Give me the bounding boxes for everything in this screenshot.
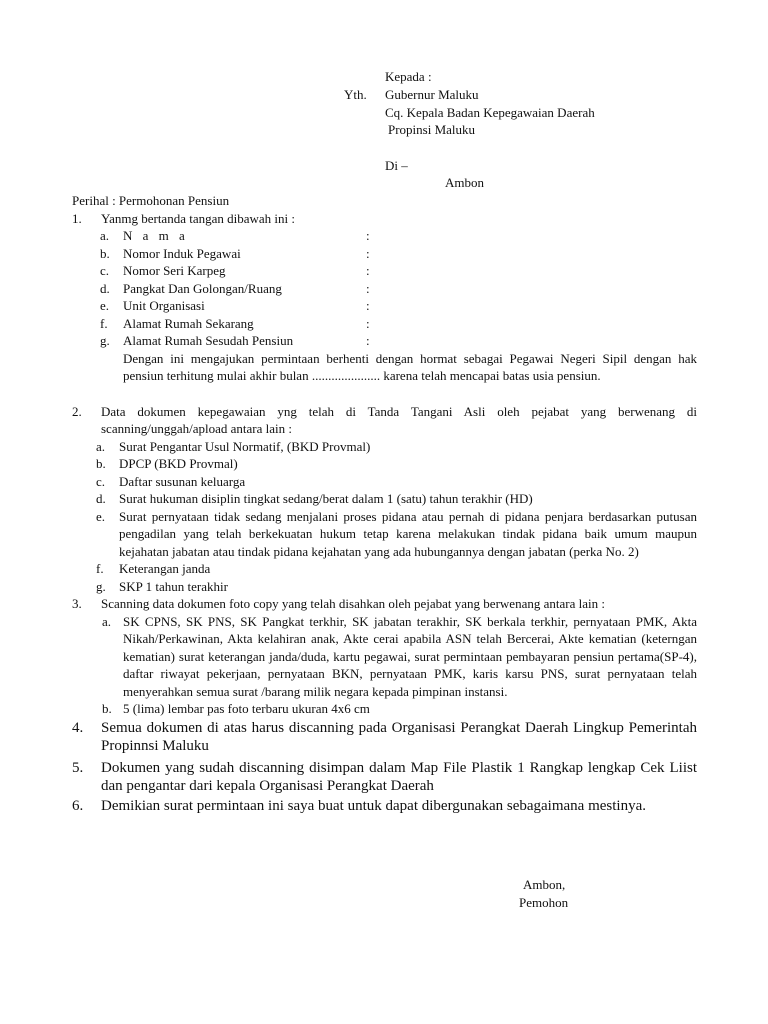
section-1-intro: Yanmg bertanda tangan dibawah ini : bbox=[101, 210, 295, 226]
field-row bbox=[72, 280, 697, 298]
field-letter: g. bbox=[100, 333, 110, 348]
item-text: Surat pernyataan tidak sedang menjalani proses pidana atau pernah di pidana penjara berdasarkan putusan pengadilan yang telah berkekuatan hukum tetap karena melakukan tindak pidana baik umum maupun kejahatan jabatan atau tindak pidana kejahatan yang ada hubungannya dengan jabatan (perka No. 2) bbox=[119, 508, 697, 559]
field-colon: : bbox=[366, 280, 370, 296]
closing-role: Pemohon bbox=[519, 895, 569, 910]
section-1-statement: Dengan ini mengajukan permintaan berhenti dengan hormat sebagai Pegawai Negeri Sipil dengan hak pensiun terhitung mulai akhir bulan ..................... karena telah mencapai batas usia pensiun. bbox=[123, 350, 697, 383]
section-1-heading bbox=[72, 210, 697, 228]
field-label: Nomor Induk Pegawai bbox=[123, 245, 241, 261]
list-item bbox=[72, 473, 697, 491]
section-3-items bbox=[72, 613, 697, 718]
list-item bbox=[72, 613, 697, 701]
item-letter: d. bbox=[96, 491, 106, 506]
recipient-di: Di – bbox=[385, 158, 408, 173]
recipient-city: Ambon bbox=[445, 175, 484, 190]
field-row bbox=[72, 227, 697, 245]
field-label: Alamat Rumah Sekarang bbox=[123, 315, 254, 331]
list-item bbox=[72, 438, 697, 456]
final-sections bbox=[72, 719, 697, 815]
section-3-number: 3. bbox=[72, 596, 82, 611]
recipient-yth: Yth. bbox=[344, 87, 367, 102]
section-5-number: 5. bbox=[72, 759, 84, 776]
field-colon: : bbox=[366, 298, 370, 313]
item-text: Daftar susunan keluarga bbox=[119, 473, 246, 489]
item-text: SKP 1 tahun terakhir bbox=[119, 578, 228, 594]
item-text: Surat Pengantar Usul Normatif, (BKD Provmal) bbox=[119, 438, 371, 454]
section-4-number: 4. bbox=[72, 719, 84, 736]
item-letter: g. bbox=[96, 578, 106, 594]
item-text: DPCP (BKD Provmal) bbox=[119, 456, 238, 471]
closing-place: Ambon, bbox=[523, 877, 566, 892]
item-letter: b. bbox=[102, 701, 112, 716]
section-2-heading bbox=[72, 403, 697, 438]
section-4 bbox=[72, 719, 697, 755]
field-row bbox=[72, 297, 697, 315]
field-row bbox=[72, 332, 697, 350]
section-1-number: 1. bbox=[72, 210, 82, 226]
field-row bbox=[72, 315, 697, 333]
section-1-fields bbox=[72, 227, 697, 350]
recipient-kepada: Kepada : bbox=[385, 69, 432, 84]
item-letter: a. bbox=[96, 438, 106, 454]
item-text: 5 (lima) lembar pas foto terbaru ukuran 4x6 cm bbox=[123, 701, 370, 716]
list-item bbox=[72, 700, 697, 718]
section-6-number: 6. bbox=[72, 797, 84, 814]
field-colon: : bbox=[366, 333, 370, 348]
field-label: Nomor Seri Karpeg bbox=[123, 263, 226, 278]
section-5-text: Dokumen yang sudah discanning disimpan dalam Map File Plastik 1 Rangkap lengkap Cek Liist dan pengantar dari kepala Organisasi Perangkat Daerah bbox=[101, 759, 697, 794]
list-item bbox=[72, 455, 697, 473]
recipient-line-3: Propinsi Maluku bbox=[388, 122, 476, 137]
section-4-text: Semua dokumen di atas harus discanning pada Organisasi Perangkat Daerah Lingkup Pemerintah Propinnsi Maluku bbox=[101, 719, 697, 754]
section-2-items bbox=[72, 438, 697, 596]
list-item bbox=[72, 578, 697, 596]
item-letter: f. bbox=[96, 561, 104, 576]
list-item bbox=[72, 560, 697, 578]
recipient-line-1: Gubernur Maluku bbox=[385, 87, 479, 102]
item-text: SK CPNS, SK PNS, SK Pangkat terkhir, SK jabatan terakhir, SK berkala terkhir, pernyataan PMK, Akta Nikah/Perkawinan, Akta kelahiran anak, Akte cerai apabila ASN telah Bercerai, Akte kematian (keterngan kematian) surat keterangan janda/duda, kartu pegawai, surat permintaan pembayaran pensiun pertama(SP-4), daftar riwayat pekerjaan, pernyataan BKN, pernyataan PMK, karis karsu PNS, surat pernyataan telah menyerahkan semua surat /barang milik negara kepada pimpinan instansi. bbox=[123, 613, 697, 699]
field-colon: : bbox=[366, 315, 370, 331]
section-3-heading bbox=[72, 595, 697, 613]
item-letter: b. bbox=[96, 456, 106, 471]
recipient-line-2: Cq. Kepala Badan Kepegawaian Daerah bbox=[385, 105, 595, 120]
field-row bbox=[72, 262, 697, 280]
field-letter: a. bbox=[100, 228, 110, 243]
field-row bbox=[72, 245, 697, 263]
field-letter: f. bbox=[100, 315, 108, 331]
field-colon: : bbox=[366, 263, 370, 278]
item-letter: c. bbox=[96, 473, 106, 489]
section-2-intro: Data dokumen kepegawaian yng telah di Tanda Tangani Asli oleh pejabat yang berwenang di scanning/unggah/apload antara lain : bbox=[101, 403, 697, 436]
item-text: Keterangan janda bbox=[119, 561, 211, 576]
item-letter: a. bbox=[102, 613, 112, 629]
section-2-number: 2. bbox=[72, 403, 82, 419]
section-6 bbox=[72, 797, 697, 815]
field-label: Alamat Rumah Sesudah Pensiun bbox=[123, 333, 294, 348]
field-letter: e. bbox=[100, 298, 110, 313]
field-colon: : bbox=[366, 245, 370, 261]
field-letter: b. bbox=[100, 245, 110, 261]
letter-body bbox=[72, 192, 697, 815]
field-letter: c. bbox=[100, 263, 110, 278]
item-letter: e. bbox=[96, 508, 106, 524]
field-colon: : bbox=[366, 228, 370, 243]
perihal: Perihal : Permohonan Pensiun bbox=[72, 193, 230, 208]
field-label: N a m a bbox=[123, 228, 189, 243]
item-text: Surat hukuman disiplin tingkat sedang/berat dalam 1 (satu) tahun terakhir (HD) bbox=[119, 491, 533, 506]
list-item bbox=[72, 508, 697, 561]
section-3-intro: Scanning data dokumen foto copy yang telah disahkan oleh pejabat yang berwenang antara lain : bbox=[101, 596, 605, 611]
field-label: Unit Organisasi bbox=[123, 298, 205, 313]
list-item bbox=[72, 490, 697, 508]
section-6-text: Demikian surat permintaan ini saya buat untuk dapat dibergunakan sebagaimana mestinya. bbox=[101, 797, 646, 814]
field-letter: d. bbox=[100, 280, 110, 296]
section-5 bbox=[72, 759, 697, 795]
field-label: Pangkat Dan Golongan/Ruang bbox=[123, 280, 282, 296]
